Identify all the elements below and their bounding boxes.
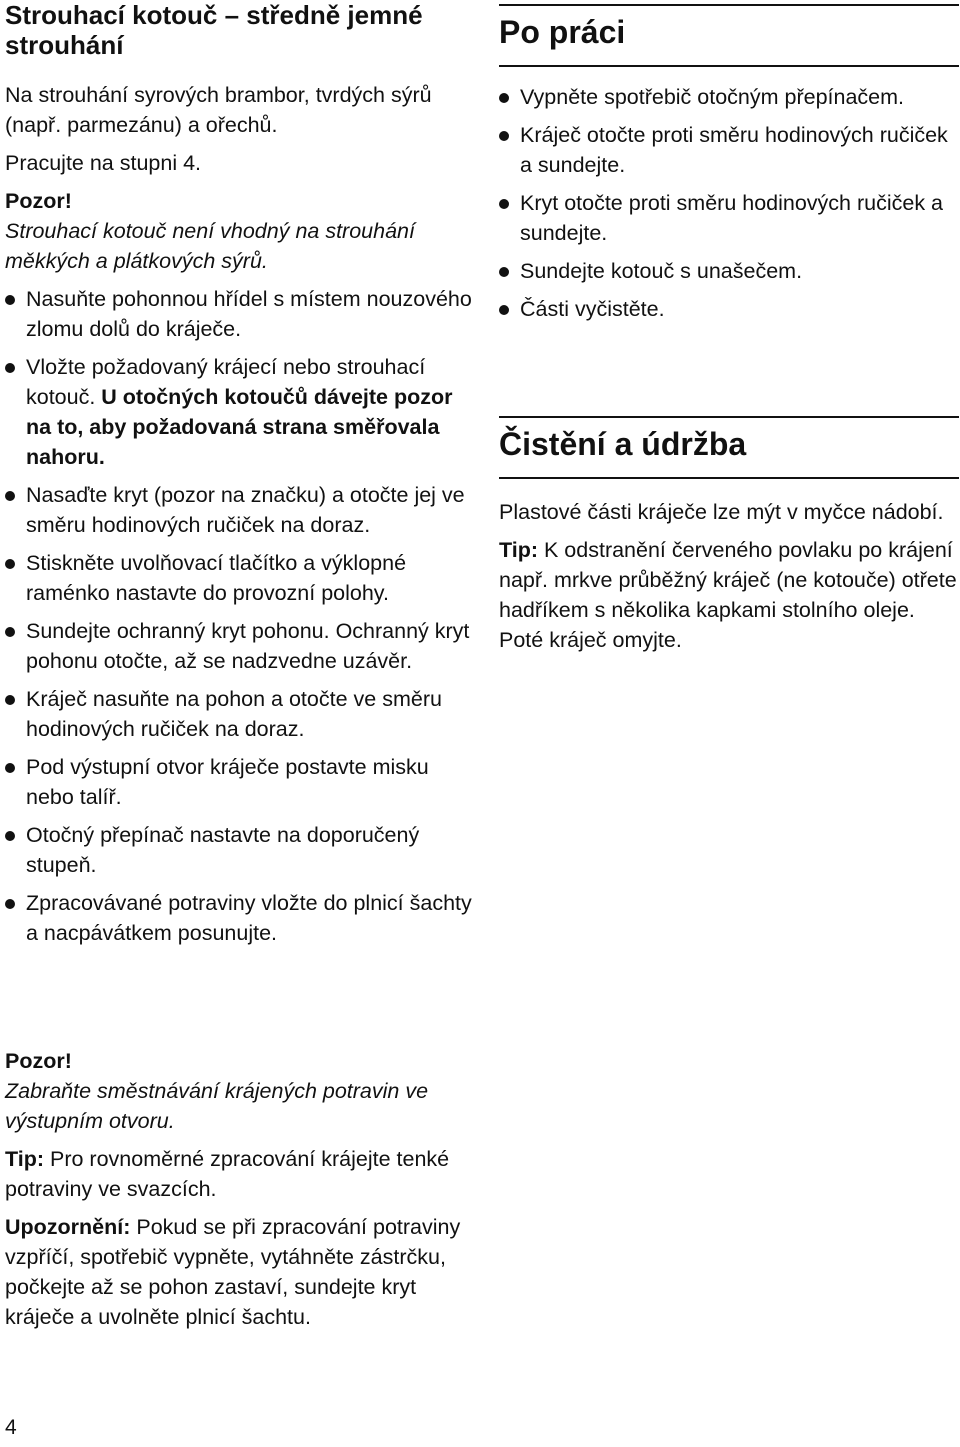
list-item-text: Kráječ otočte proti směru hodinových ručiček a sundejte. (520, 123, 948, 177)
list-item (5, 616, 475, 676)
list-item (5, 888, 475, 948)
section-heading-after-work: Po práci (499, 14, 626, 50)
list-item-text: Pod výstupní otvor kráječe postavte misku nebo talíř. (26, 755, 429, 809)
list-item (499, 82, 959, 112)
list-item-text: Otočný přepínač nastavte na doporučený stupeň. (26, 823, 420, 877)
list-item-text: Stiskněte uvolňovací tlačítko a výklopné raménko nastavte do provozní polohy. (26, 551, 407, 605)
list-item (499, 120, 959, 180)
bottom-tip-text: Pro rovnoměrné zpracování krájejte tenké potraviny ve svazcích. (5, 1147, 450, 1201)
list-item (499, 294, 959, 324)
list-item (499, 256, 959, 286)
list-item-text: Části vyčistěte. (520, 297, 665, 321)
bullet-icon (5, 491, 15, 501)
list-item (5, 352, 475, 472)
list-item-text: Zpracovávané potraviny vložte do plnicí šachty a nacpávátkem posunujte. (26, 891, 472, 945)
bullet-icon (499, 131, 509, 141)
list-item-bold-text: U otočných kotoučů dávejte pozor na to, aby požadovaná strana směřovala nahoru. (26, 385, 453, 469)
bullet-icon (5, 559, 15, 569)
bottom-warning-text: Zabraňte směstnávání krájených potravin ve výstupním otvoru. (5, 1079, 429, 1133)
bottom-notes (5, 1046, 475, 1332)
bottom-note (5, 1212, 475, 1332)
warning-label: Pozor! (5, 189, 72, 213)
rule-top-cleaning (499, 416, 959, 418)
list-item-text: Sundejte ochranný kryt pohonu. Ochranný kryt pohonu otočte, až se nadzvedne uzávěr. (26, 619, 470, 673)
rule-top-after (499, 4, 959, 6)
bullet-icon (5, 627, 15, 637)
cleaning-tip-text: K odstranění červeného povlaku po krájení např. mrkve průběžný kráječ (ne kotouče) otřete hadříkem s několika kapkami stolního oleje. Poté kráječ omyjte. (499, 538, 957, 652)
bullet-icon (499, 305, 509, 315)
level-text: Pracujte na stupni 4. (5, 151, 202, 175)
bullet-icon (5, 695, 15, 705)
bottom-tip-label: Tip: (5, 1147, 45, 1171)
list-item-text: Sundejte kotouč s unašečem. (520, 259, 803, 283)
page-number: 4 (5, 1416, 17, 1439)
list-item-text: Kráječ nasuňte na pohon a otočte ve směru hodinových ručiček na doraz. (26, 687, 442, 741)
left-column (5, 0, 475, 956)
bullet-icon (5, 763, 15, 773)
list-item-text: Kryt otočte proti směru hodinových ručiček a sundejte. (520, 191, 944, 245)
cleaning-text: Plastové části kráječe lze mýt v myčce nádobí. (499, 500, 944, 524)
bullet-icon (5, 899, 15, 909)
bullet-icon (5, 831, 15, 841)
section-heading-cleaning: Čistění a údržba (499, 426, 747, 462)
list-item (5, 548, 475, 608)
cleaning-tip-label: Tip: (499, 538, 539, 562)
intro-text: Na strouhání syrových brambor, tvrdých sýrů (např. parmezánu) a ořechů. (5, 83, 432, 137)
steps-list (5, 284, 475, 948)
bottom-tip (5, 1144, 475, 1204)
bottom-note-label: Upozornění: (5, 1215, 131, 1239)
list-item (5, 480, 475, 540)
bullet-icon (499, 199, 509, 209)
section-heading-grating-disc: Strouhací kotouč – středně jemné strouhání (5, 0, 423, 60)
cleaning-tip (499, 535, 959, 655)
list-item-text: Nasuňte pohonnou hřídel s místem nouzového zlomu dolů do kráječe. (26, 287, 472, 341)
bullet-icon (5, 295, 15, 305)
list-item (499, 188, 959, 248)
list-item-text: Vypněte spotřebič otočným přepínačem. (520, 85, 905, 109)
bullet-icon (499, 93, 509, 103)
right-column (499, 0, 959, 655)
bullet-icon (499, 267, 509, 277)
after-steps-list (499, 82, 959, 324)
warning-text: Strouhací kotouč není vhodný na strouhání měkkých a plátkových sýrů. (5, 219, 415, 273)
bottom-note-text: Pokud se při zpracování potraviny vzpříčí, spotřebič vypněte, vytáhněte zástrčku, počkejte až se pohon zastaví, sundejte kryt kráječe a uvolněte plnicí šachtu. (5, 1215, 461, 1329)
list-item (5, 284, 475, 344)
list-item-text: Vložte požadovaný krájecí nebo strouhací kotouč. (26, 355, 426, 409)
list-item (5, 752, 475, 812)
bottom-warning-label: Pozor! (5, 1049, 72, 1073)
list-item (5, 684, 475, 744)
list-item (5, 820, 475, 880)
list-item-text: Nasaďte kryt (pozor na značku) a otočte jej ve směru hodinových ručiček na doraz. (26, 483, 465, 537)
bullet-icon (5, 363, 15, 373)
